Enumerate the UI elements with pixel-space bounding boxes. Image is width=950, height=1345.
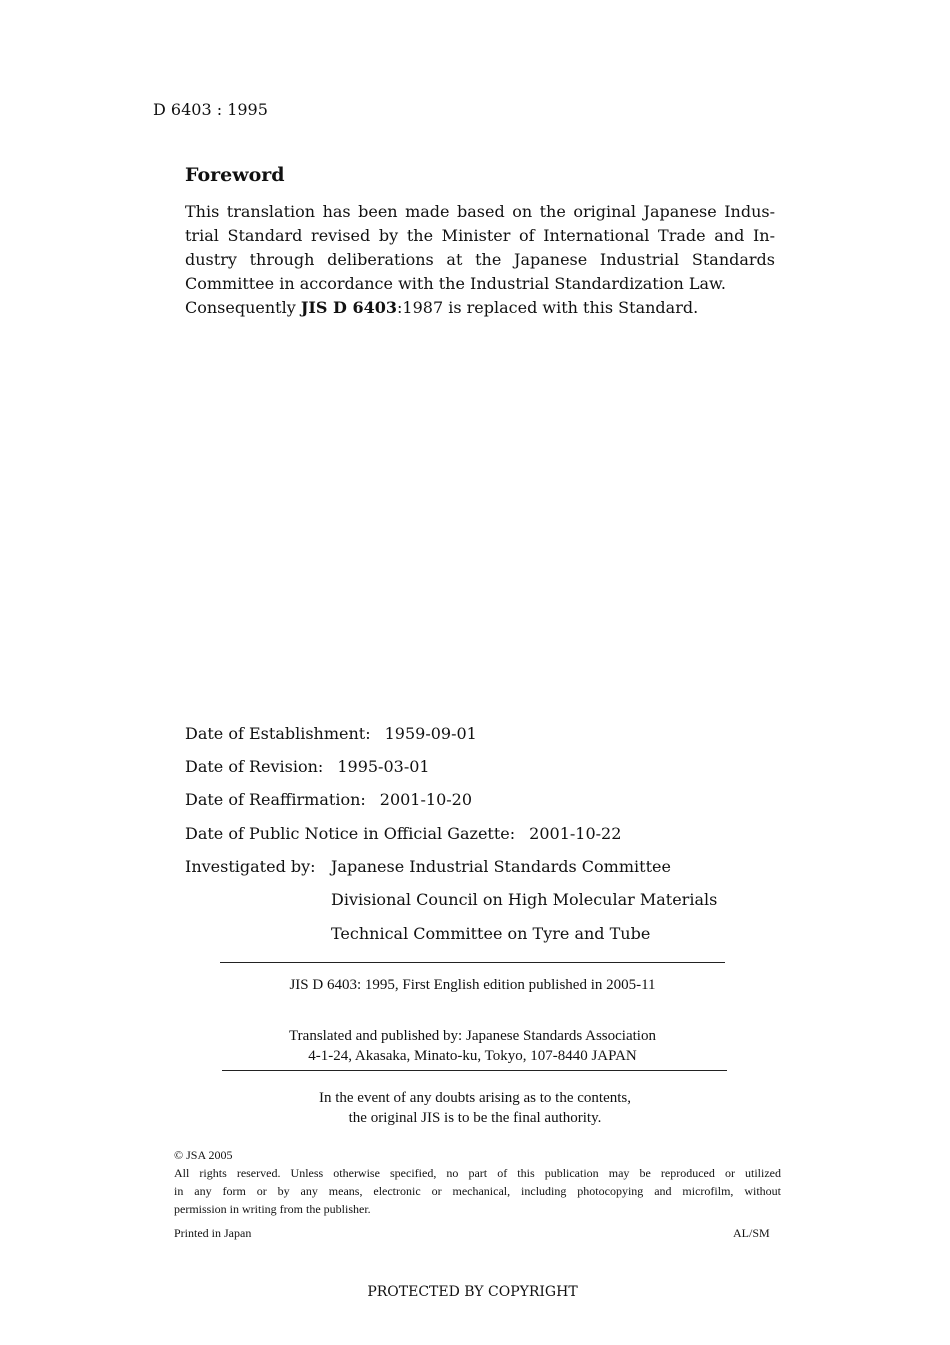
rights-line: All rights reserved. Unless otherwise specified, no part of this publication may be reproduced or utilized: [174, 1166, 781, 1180]
copyright-block: [174, 1146, 781, 1218]
date-revision-label: Date of Revision:: [185, 757, 324, 776]
foreword-prefix: Consequently: [185, 298, 301, 317]
foreword-line: This translation has been made based on the original Japanese Indus-: [185, 202, 775, 221]
date-gazette-label: Date of Public Notice in Official Gazette:: [185, 824, 516, 843]
replaced-standard: JIS D 6403: [300, 298, 398, 317]
protected-by-copyright: PROTECTED BY COPYRIGHT: [367, 1284, 578, 1300]
edition-line: JIS D 6403: 1995, First English edition published in 2005-11: [289, 977, 656, 993]
standard-code: D 6403 : 1995: [153, 100, 268, 119]
date-revision-row: [185, 757, 430, 776]
date-reaffirmation-row: [185, 790, 472, 809]
foreword-body: [185, 200, 775, 320]
committee-1: Japanese Industrial Standards Committee: [331, 857, 671, 876]
address-line: 4-1-24, Akasaka, Minato-ku, Tokyo, 107-8440 JAPAN: [308, 1048, 637, 1064]
date-revision-value: 1995-03-01: [337, 757, 430, 776]
date-establishment-label: Date of Establishment:: [185, 724, 371, 743]
foreword-line: dustry through deliberations at the Japanese Industrial Standards: [185, 250, 775, 269]
catalog-code: AL/SM: [733, 1226, 770, 1240]
publisher-line: Translated and published by: Japanese Standards Association: [289, 1028, 656, 1044]
foreword-line-last: [185, 296, 775, 320]
investigated-label: Investigated by:: [185, 857, 316, 876]
date-establishment-value: 1959-09-01: [384, 724, 477, 743]
authority-line-2: the original JIS is to be the final authority.: [348, 1110, 602, 1126]
rights-line: in any form or by any means, electronic or mechanical, including photocopying and microfilm, without: [174, 1184, 781, 1198]
date-reaffirmation-label: Date of Reaffirmation:: [185, 790, 366, 809]
printed-in: Printed in Japan: [174, 1226, 252, 1240]
date-establishment-row: [185, 724, 477, 743]
committee-3: Technical Committee on Tyre and Tube: [331, 924, 651, 943]
foreword-title: Foreword: [185, 164, 285, 186]
date-gazette-row: [185, 824, 621, 843]
date-gazette-value: 2001-10-22: [529, 824, 622, 843]
committee-2: Divisional Council on High Molecular Materials: [331, 890, 718, 909]
authority-line-1: In the event of any doubts arising as to the contents,: [318, 1090, 631, 1106]
divider-bottom: [222, 1070, 727, 1071]
rights-line: permission in writing from the publisher.: [174, 1202, 371, 1216]
foreword-suffix: :1987 is replaced with this Standard.: [397, 298, 699, 317]
date-reaffirmation-value: 2001-10-20: [379, 790, 473, 809]
divider-top: [220, 962, 725, 963]
copyright-notice: © JSA 2005: [174, 1148, 233, 1162]
foreword-line: trial Standard revised by the Minister of International Trade and In-: [185, 226, 775, 245]
foreword-line: Committee in accordance with the Industrial Standardization Law.: [185, 274, 726, 293]
